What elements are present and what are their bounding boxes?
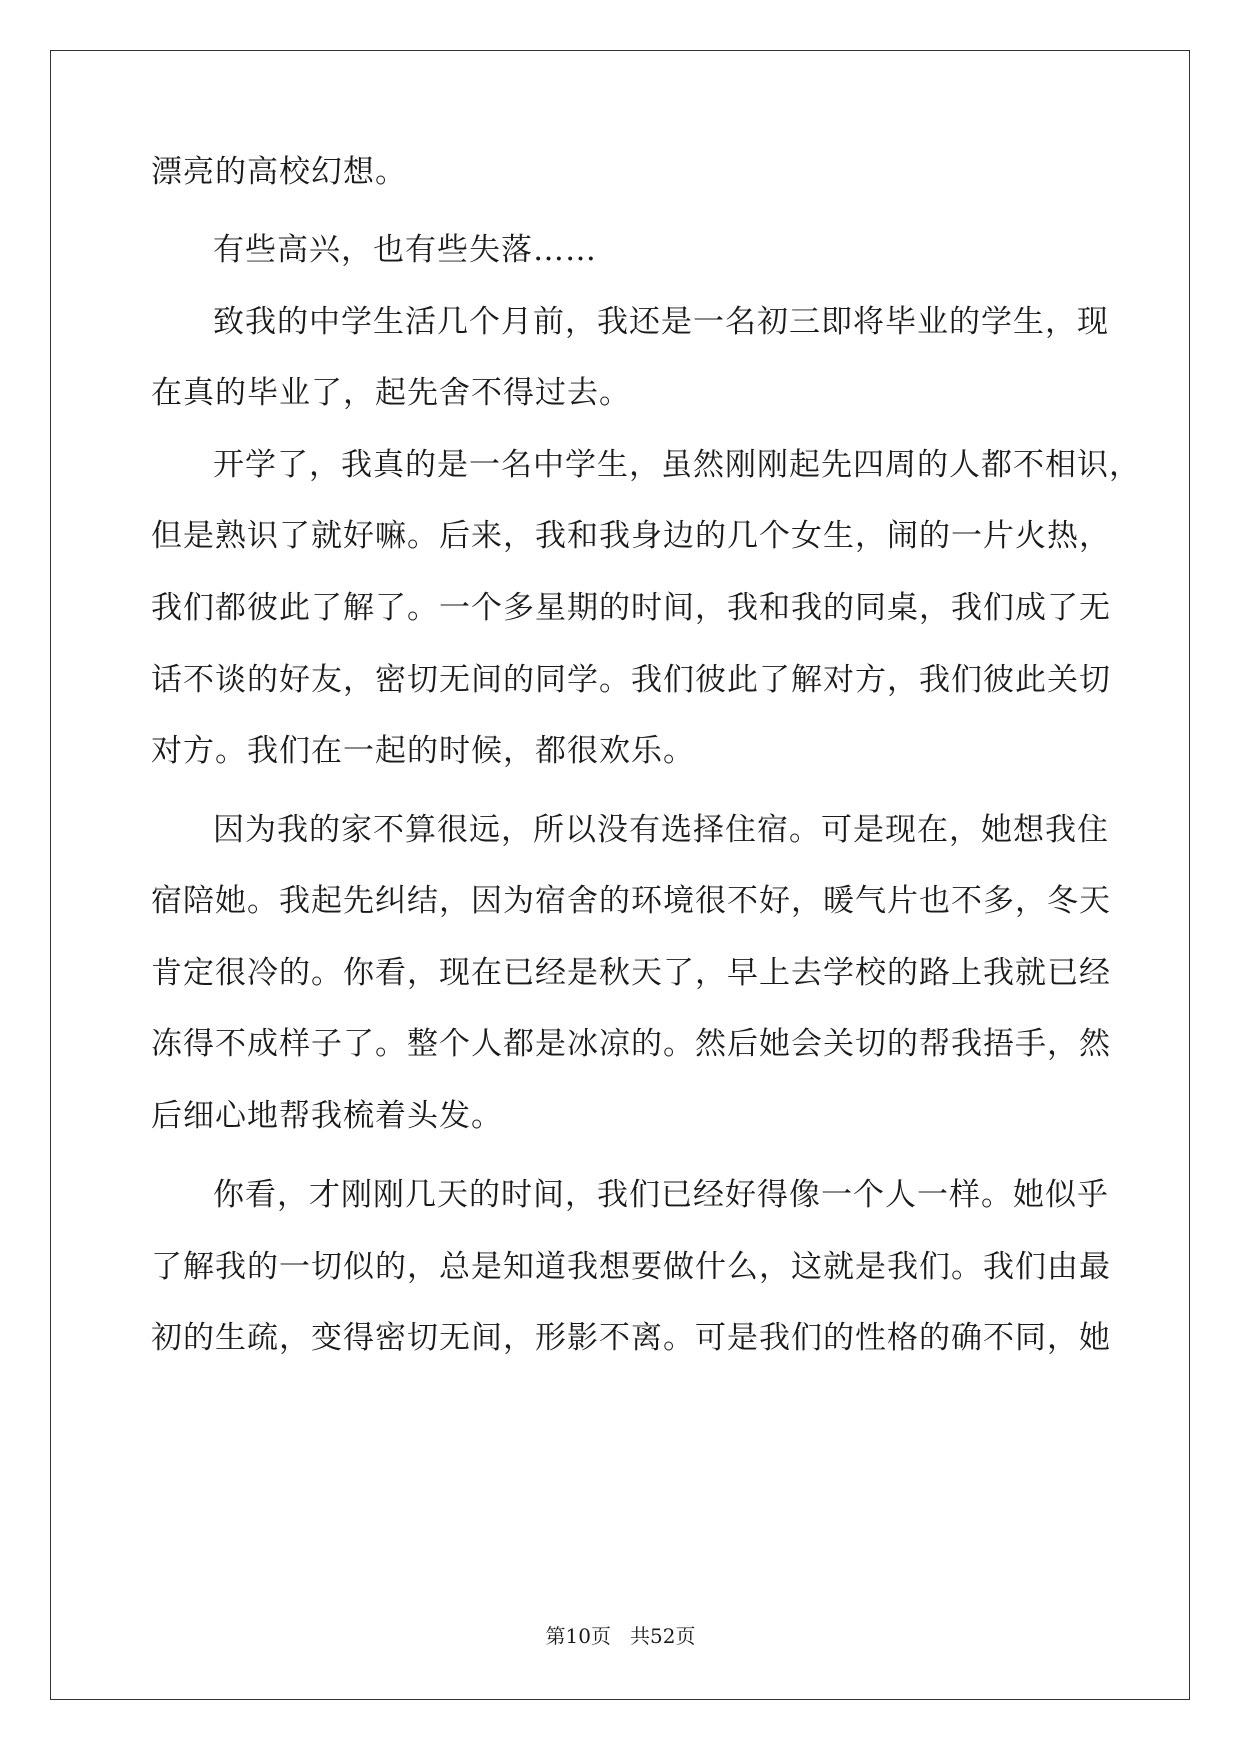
text-line-13: 冻得不成样子了。整个人都是冰凉的。然后她会关切的帮我捂手，然	[151, 1026, 1111, 1062]
text-line-11: 宿陪她。我起先纠结，因为宿舍的环境很不好，暖气片也不多，冬天	[151, 883, 1111, 919]
text-line-9: 对方。我们在一起的时候，都很欢乐。	[151, 733, 695, 769]
text-line-3: 致我的中学生活几个月前，我还是一名初三即将毕业的学生，现	[213, 304, 1109, 340]
text-line-17: 初的生疏，变得密切无间，形影不离。可是我们的性格的确不同，她	[151, 1320, 1111, 1356]
text-line-7: 我们都彼此了解了。一个多星期的时间，我和我的同桌，我们成了无	[151, 590, 1111, 626]
text-line-16: 了解我的一切似的，总是知道我想要做什么，这就是我们。我们由最	[151, 1249, 1111, 1285]
text-line-6: 但是熟识了就好嘛。后来，我和我身边的几个女生，闹的一片火热，	[151, 518, 1111, 554]
text-line-1: 漂亮的高校幻想。	[151, 154, 407, 190]
text-line-10: 因为我的家不算很远，所以没有选择住宿。可是现在，她想我住	[213, 812, 1109, 848]
page-border	[50, 50, 1190, 1700]
text-line-5: 开学了，我真的是一名中学生，虽然刚刚起先四周的人都不相识，	[213, 447, 1141, 483]
page-number-footer: 第10页 共52页	[545, 1624, 696, 1648]
text-line-8: 话不谈的好友，密切无间的同学。我们彼此了解对方，我们彼此关切	[151, 662, 1111, 698]
text-line-2: 有些高兴，也有些失落……	[213, 232, 597, 268]
text-line-4: 在真的毕业了，起先舍不得过去。	[151, 375, 631, 411]
text-line-15: 你看，才刚刚几天的时间，我们已经好得像一个人一样。她似乎	[213, 1177, 1109, 1213]
text-line-14: 后细心地帮我梳着头发。	[151, 1098, 503, 1134]
text-line-12: 肯定很冷的。你看，现在已经是秋天了，早上去学校的路上我就已经	[151, 955, 1111, 991]
